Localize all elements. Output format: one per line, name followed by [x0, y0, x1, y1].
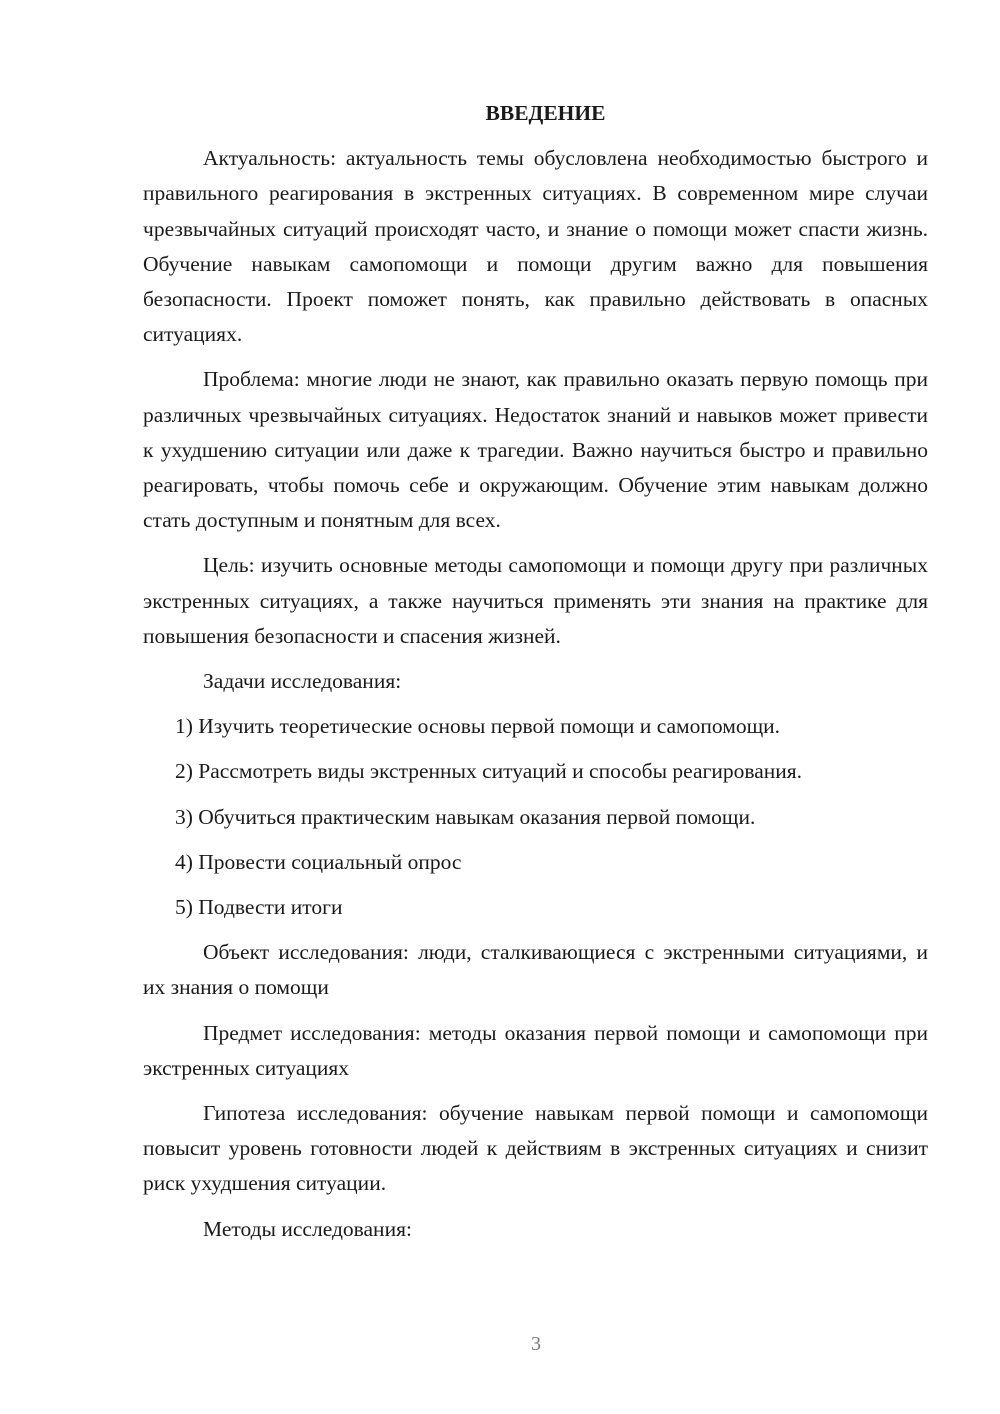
- tasks-label: Задачи исследования:: [203, 669, 402, 694]
- page-content: [143, 96, 928, 1257]
- paragraph-subject: Предмет исследования: методы оказания первой помощи и самопомощи при экстренных ситуациях: [143, 1020, 928, 1080]
- task-item-2: 2) Рассмотреть виды экстренных ситуаций и способы реагирования.: [175, 759, 803, 784]
- task-item-1: 1) Изучить теоретические основы первой помощи и самопомощи.: [175, 714, 781, 739]
- paragraph-object: Объект исследования: люди, сталкивающиеся с экстренными ситуациями, и их знания о помощи: [143, 940, 928, 1000]
- paragraph-goal: Цель: изучить основные методы самопомощи и помощи другу при различных экстренных ситуациях, а также научиться применять эти знания на практике для повышения безопасности и спасения жизней.: [143, 553, 928, 648]
- methods-label: Методы исследования:: [203, 1216, 412, 1241]
- paragraph-relevance: Актуальность: актуальность темы обусловлена необходимостью быстрого и правильного реагирования в экстренных ситуациях. В современном мире случаи чрезвычайных ситуаций происходят часто, и знание о помощи может спасти жизнь. Обучение навыкам самопомощи и помощи другим важно для повышения безопасности. Проект поможет понять, как правильно действовать в опасных ситуациях.: [143, 146, 928, 347]
- page-number: 3: [531, 1333, 541, 1355]
- paragraph-hypothesis: Гипотеза исследования: обучение навыкам первой помощи и самопомощи повысит уровень готовности людей к действиям в экстренных ситуациях и снизит риск ухудшения ситуации.: [143, 1101, 928, 1196]
- paragraph-problem: Проблема: многие люди не знают, как правильно оказать первую помощь при различных чрезвычайных ситуациях. Недостаток знаний и навыков может привести к ухудшению ситуации или даже к трагедии. Важно научиться быстро и правильно реагировать, чтобы помочь себе и окружающим. Обучение этим навыкам должно стать доступным и понятным для всех.: [143, 367, 928, 533]
- task-item-4: 4) Провести социальный опрос: [175, 849, 462, 874]
- task-item-5: 5) Подвести итоги: [175, 895, 343, 920]
- page-title: ВВЕДЕНИЕ: [485, 101, 606, 125]
- task-item-3: 3) Обучиться практическим навыкам оказания первой помощи.: [175, 804, 756, 829]
